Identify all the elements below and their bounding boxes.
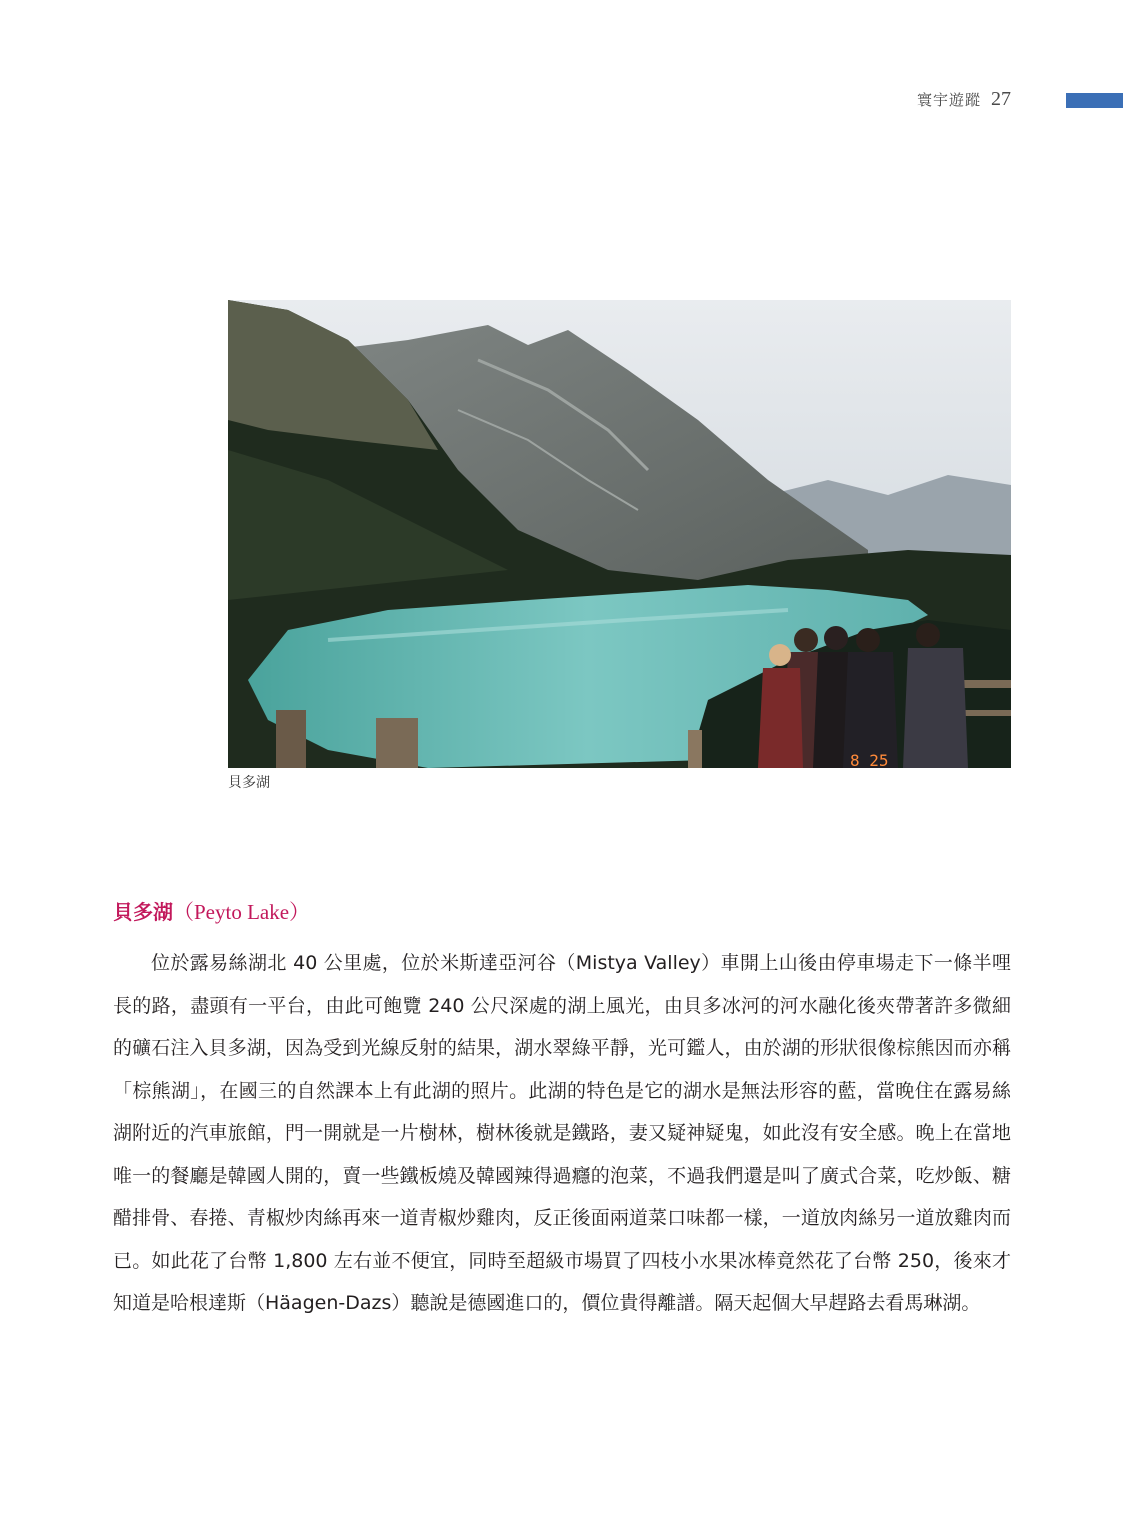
page-number: 27 bbox=[991, 88, 1011, 110]
section-heading bbox=[113, 896, 310, 926]
peyto-lake-photo bbox=[228, 300, 1011, 768]
section-heading-chinese: 貝多湖 bbox=[113, 900, 173, 924]
running-header bbox=[917, 88, 1011, 111]
section-heading-latin: （Peyto Lake） bbox=[173, 900, 311, 924]
photo-illustration bbox=[228, 300, 1011, 768]
book-title: 寰宇遊蹤 bbox=[916, 91, 981, 109]
photo-caption: 貝多湖 bbox=[228, 775, 270, 791]
chapter-tab-marker bbox=[1066, 93, 1123, 108]
photo-date-stamp: 8 25 bbox=[850, 751, 889, 768]
body-paragraph: 位於露易絲湖北 40 公里處，位於米斯達亞河谷（Mistya Valley）車開上山後由停車場走下一條半哩長的路，盡頭有一平台，由此可飽覽 240 公尺深處的湖上風光，由貝多冰河的河水融化後夾帶著許多微細的礦石注入貝多湖，因為受到光線反射的結果，湖水翠綠平靜，光可鑑人，由於湖的形狀很像棕熊因而亦稱「棕熊湖」，在國三的自然課本上有此湖的照片。此湖的特色是它的湖水是無法形容的藍，當晚住在露易絲湖附近的汽車旅館，門一開就是一片樹林，樹林後就是鐵路，妻又疑神疑鬼，如此沒有安全感。晚上在當地唯一的餐廳是韓國人開的，賣一些鐵板燒及韓國辣得過癮的泡菜，不過我們還是叫了廣式合菜，吃炒飯、糖醋排骨、春捲、青椒炒肉絲再來一道青椒炒雞肉，反正後面兩道菜口味都一樣，一道放肉絲另一道放雞肉而已。如此花了台幣 1,800 左右並不便宜，同時至超級市場買了四枝小水果冰棒竟然花了台幣 250，後來才知道是哈根達斯（Häagen-Dazs）聽說是德國進口的，價位貴得離譜。隔天起個大早趕路去看馬琳湖。 bbox=[113, 952, 1011, 1314]
